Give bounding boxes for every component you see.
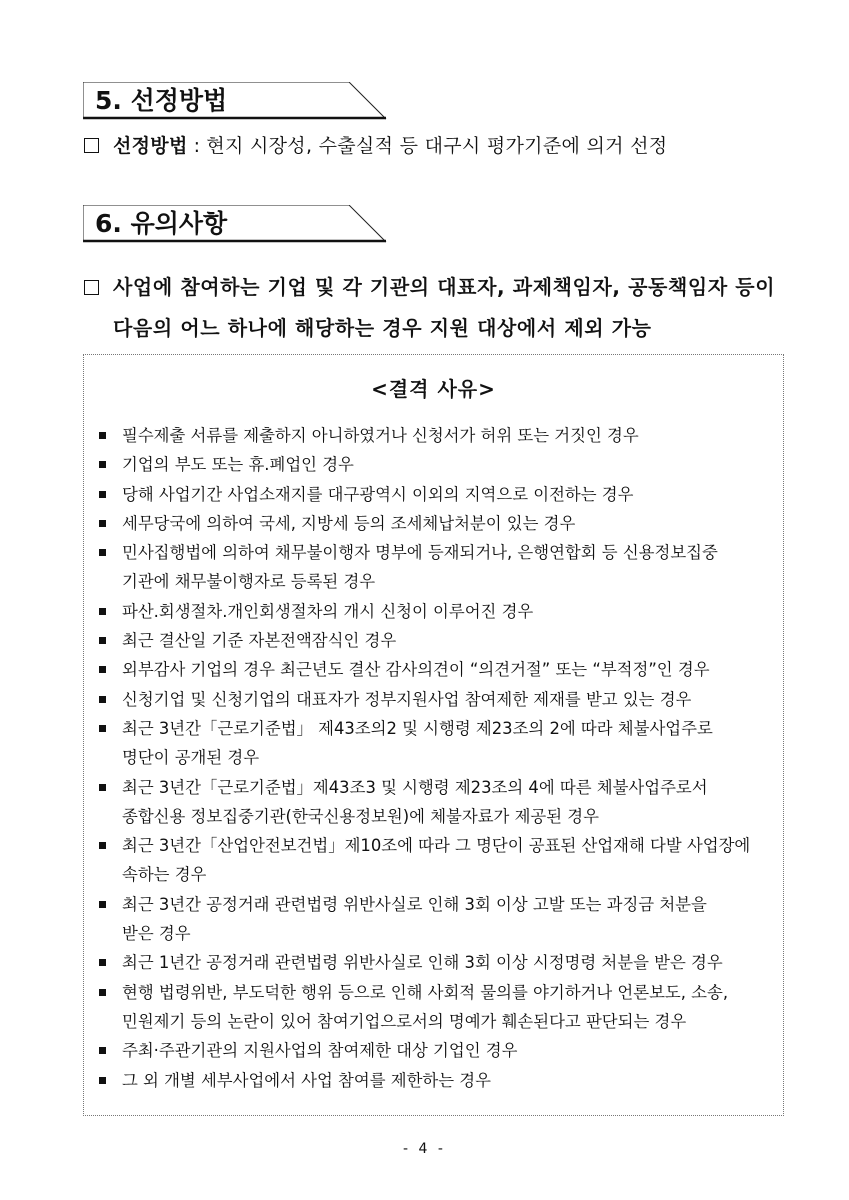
list-item-text: 필수제출 서류를 제출하지 아니하였거나 신청서가 허위 또는 거짓인 경우 [122, 426, 639, 445]
section-6-heading [83, 205, 388, 243]
list-item-text: 당해 사업기간 사업소재지를 대구광역시 이외의 지역으로 이전하는 경우 [122, 484, 634, 504]
list-item [96, 655, 776, 684]
list-item-text: 외부감사 기업의 경우 최근년도 결산 감사의견이 “의견거절” 또는 “부적정”인 경우 [122, 660, 710, 680]
list-item-text: 파산.회생절차.개인회생절차의 개시 신청이 이루어진 경우 [122, 601, 534, 621]
list-item [96, 890, 776, 949]
list-item-text: 그 외 개별 세부사업에서 사업 참여를 제한하는 경우 [122, 1070, 491, 1090]
section-5-label: 선정방법 [113, 135, 188, 157]
list-item-text-continued: 속하는 경우 [122, 865, 207, 885]
list-item [96, 714, 776, 773]
list-item-text: 최근 결산일 기준 자본전액잠식인 경우 [122, 631, 397, 651]
section-6-title: 6. 유의사항 [95, 209, 228, 238]
section-5-description: 현지 시장성, 수출실적 등 대구시 평가기준에 의거 선정 [206, 135, 668, 157]
list-item-text: 최근 3년간 공정거래 관련법령 위반사실로 인해 3회 이상 고발 또는 과징금 처분을 [122, 894, 707, 914]
list-item-text-continued: 기관에 채무불이행자로 등록된 경우 [122, 572, 376, 592]
list-item [96, 978, 776, 1037]
disqualification-box [83, 354, 784, 1116]
list-item [96, 509, 776, 538]
list-item-text-continued: 받은 경우 [122, 924, 191, 944]
list-item-text: 주최·주관기관의 지원사업의 참여제한 대상 기업인 경우 [122, 1041, 518, 1061]
list-item [96, 538, 776, 597]
section-5-title: 5. 선정방법 [95, 86, 228, 115]
list-item-text: 최근 3년간「근로기준법」 제43조의2 및 시행령 제23조의 2에 따라 체불사업주로 [122, 718, 713, 738]
list-item [96, 773, 776, 832]
section-5-text [84, 131, 667, 158]
list-item-text: 최근 1년간 공정거래 관련법령 위반사실로 인해 3회 이상 시정명령 처분을 받은 경우 [122, 953, 723, 973]
list-item [96, 597, 776, 626]
list-item-text: 최근 3년간「산업안전보건법」제10조에 따라 그 명단이 공표된 산업재해 다발 사업장에 [122, 836, 751, 856]
disqualification-title: <결격 사유> [371, 377, 496, 401]
section-6-intro-line2: 다음의 어느 하나에 해당하는 경우 지원 대상에서 제외 가능 [113, 316, 652, 340]
intro-text-1: 사업에 참여하는 기업 및 각 기관의 대표자, 과제책임자, 공동책임자 등이 [113, 275, 776, 299]
list-item [96, 1066, 776, 1095]
list-item-text-continued: 종합신용 정보집중기관(한국신용정보원)에 체불자료가 제공된 경우 [122, 806, 599, 826]
list-item-text: 민사집행법에 의하여 채무불이행자 명부에 등재되거나, 은행연합회 등 신용정보집중 [122, 543, 718, 563]
section-5-separator: : [193, 135, 201, 157]
list-item-text-continued: 민원제기 등의 논란이 있어 참여기업으로서의 명예가 훼손된다고 판단되는 경우 [122, 1011, 687, 1031]
list-item-text: 신청기업 및 신청기업의 대표자가 정부지원사업 참여제한 제재를 받고 있는 경우 [122, 689, 692, 709]
checkbox-square-icon [84, 138, 99, 153]
section-6-intro-line1 [84, 271, 775, 300]
list-item-text: 현행 법령위반, 부도덕한 행위 등으로 인해 사회적 물의를 야기하거나 언론보도, 소송, [122, 982, 729, 1002]
list-item [96, 421, 776, 450]
disqualification-list [96, 421, 776, 1095]
section-5-heading [83, 82, 388, 120]
list-item [96, 1036, 776, 1065]
list-item [96, 685, 776, 714]
list-item-text-continued: 명단이 공개된 경우 [122, 748, 260, 768]
list-item [96, 480, 776, 509]
list-item [96, 831, 776, 890]
list-item-text: 기업의 부도 또는 휴.폐업인 경우 [122, 455, 354, 475]
list-item [96, 948, 776, 977]
checkbox-square-icon [84, 280, 99, 295]
list-item [96, 450, 776, 479]
list-item-text: 세무당국에 의하여 국세, 지방세 등의 조세체납처분이 있는 경우 [122, 513, 576, 533]
list-item-text: 최근 3년간「근로기준법」제43조3 및 시행령 제23조의 4에 따른 체불사업주로서 [122, 777, 708, 797]
page-number: - 4 - [403, 1141, 446, 1157]
list-item [96, 626, 776, 655]
